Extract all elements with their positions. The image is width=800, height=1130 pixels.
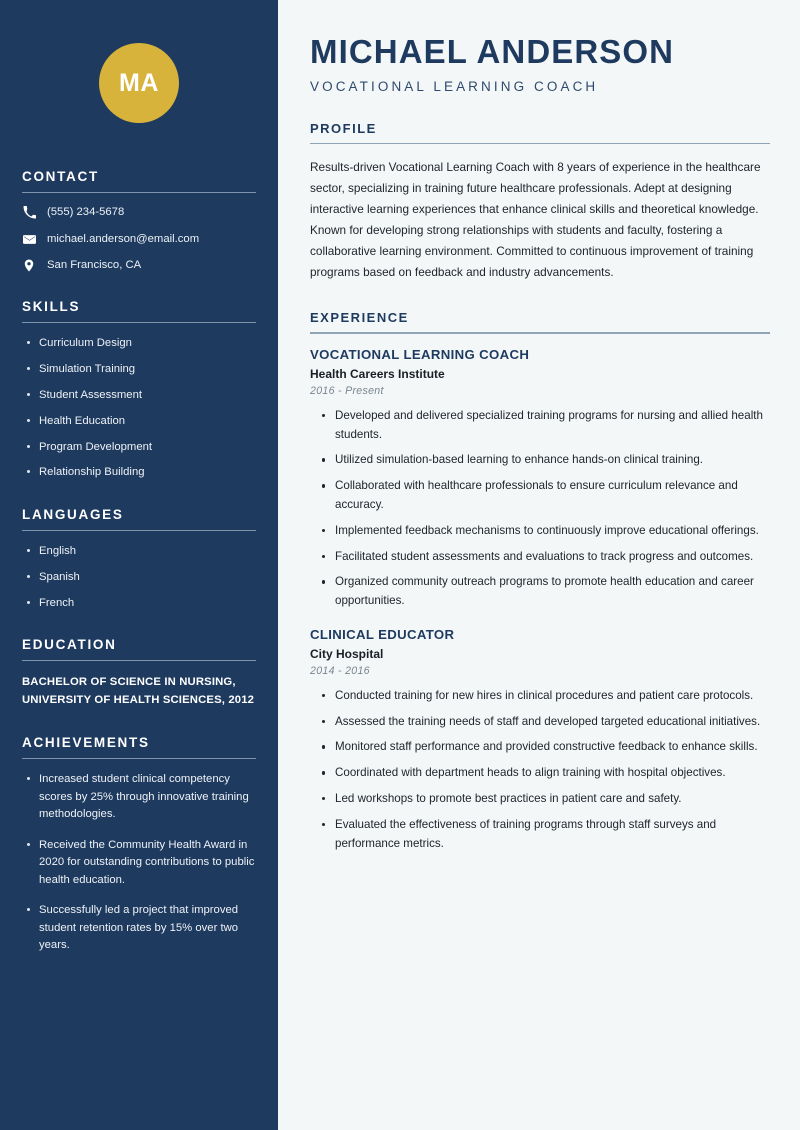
- achievements-list: [22, 771, 256, 955]
- education-entry: BACHELOR OF SCIENCE IN NURSING, UNIVERSITY OF HEALTH SCIENCES, 2012: [22, 675, 255, 706]
- list-item: English: [22, 543, 256, 559]
- list-item: Simulation Training: [22, 361, 256, 377]
- profile-text: Results-driven Vocational Learning Coach with 8 years of experience in the healthcare sector, specializing in training future healthcare professionals. Adept at designing interactive learning experiences that enhance clinical skills and theoretical knowledge. Known for developing strong relationships with students and faculty, fostering a collaborative learning environment. Committed to continuous improvement of training programs based on feedback and industry advancements.: [310, 160, 761, 280]
- location-value: San Francisco, CA: [47, 259, 142, 272]
- contact-phone-row[interactable]: [22, 205, 256, 220]
- job-title: VOCATIONAL LEARNING COACH: [310, 346, 530, 362]
- list-item: Relationship Building: [22, 464, 256, 480]
- skills-divider: [22, 322, 256, 323]
- education-heading: EDUCATION: [22, 636, 117, 652]
- job-dates: 2016 - Present: [310, 384, 384, 397]
- skills-heading: SKILLS: [22, 299, 81, 315]
- languages-divider: [22, 530, 256, 531]
- job-company: City Hospital: [310, 646, 384, 661]
- phone-icon: [22, 205, 36, 219]
- list-item: Led workshops to promote best practices in patient care and safety.: [310, 790, 770, 809]
- list-item: Increased student clinical competency scores by 25% through innovative training methodologies.: [22, 771, 256, 824]
- list-item: Coordinated with department heads to align training with hospital objectives.: [310, 764, 770, 783]
- list-item: Evaluated the effectiveness of training programs through staff surveys and performance metrics.: [310, 816, 770, 854]
- experience-heading: EXPERIENCE: [310, 310, 409, 326]
- profile-section: [310, 121, 770, 283]
- skills-list: [22, 335, 256, 481]
- contact-location-row[interactable]: [22, 258, 256, 273]
- list-item: Collaborated with healthcare professionals to ensure curriculum relevance and accuracy.: [310, 477, 770, 515]
- list-item: Spanish: [22, 569, 256, 585]
- job-bullets: [310, 407, 770, 611]
- job-dates: 2014 - 2016: [310, 664, 370, 677]
- main-content: [278, 0, 800, 1130]
- list-item: Developed and delivered specialized training programs for nursing and allied health students.: [310, 407, 770, 445]
- email-value: michael.anderson@email.com: [47, 232, 200, 245]
- map-pin-icon: [22, 259, 36, 273]
- contact-email-row[interactable]: [22, 232, 256, 247]
- list-item: Utilized simulation-based learning to enhance hands-on clinical training.: [310, 451, 770, 470]
- experience-entry: [310, 347, 770, 611]
- list-item: Curriculum Design: [22, 335, 256, 351]
- contact-heading: CONTACT: [22, 169, 99, 184]
- skills-section: [22, 299, 256, 481]
- list-item: Received the Community Health Award in 2020 for outstanding contributions to public health education.: [22, 837, 256, 890]
- experience-section: [310, 310, 770, 853]
- list-item: Program Development: [22, 439, 256, 455]
- profile-divider: [310, 143, 770, 145]
- languages-section: [22, 507, 256, 611]
- list-item: Organized community outreach programs to promote health education and career opportunities.: [310, 573, 770, 611]
- contact-section: [22, 169, 256, 273]
- languages-heading: LANGUAGES: [22, 506, 124, 522]
- profile-heading: PROFILE: [310, 120, 377, 136]
- phone-value: (555) 234-5678: [47, 206, 125, 218]
- experience-divider: [310, 332, 770, 334]
- list-item: French: [22, 595, 256, 611]
- list-item: Health Education: [22, 413, 256, 429]
- list-item: Monitored staff performance and provided constructive feedback to enhance skills.: [310, 738, 770, 757]
- list-item: Facilitated student assessments and evaluations to track progress and outcomes.: [310, 548, 770, 567]
- experience-entry: [310, 627, 770, 853]
- education-section: [22, 637, 256, 709]
- job-title: CLINICAL EDUCATOR: [310, 626, 455, 642]
- list-item: Conducted training for new hires in clinical procedures and patient care protocols.: [310, 687, 770, 706]
- avatar: MA: [99, 43, 179, 123]
- sidebar: [0, 0, 278, 1130]
- envelope-icon: [22, 232, 36, 246]
- job-company: Health Careers Institute: [310, 366, 445, 381]
- page-title: MICHAEL ANDERSON: [310, 33, 675, 70]
- achievements-heading: ACHIEVEMENTS: [22, 735, 150, 751]
- job-bullets: [310, 687, 770, 853]
- education-divider: [22, 660, 256, 661]
- avatar-container: [22, 0, 256, 169]
- languages-list: [22, 543, 256, 611]
- list-item: Assessed the training needs of staff and developed targeted educational initiatives.: [310, 713, 770, 732]
- achievements-divider: [22, 758, 256, 759]
- list-item: Student Assessment: [22, 387, 256, 403]
- contact-divider: [22, 192, 256, 193]
- professional-title: VOCATIONAL LEARNING COACH: [310, 78, 599, 94]
- achievements-section: [22, 735, 256, 955]
- list-item: Implemented feedback mechanisms to continuously improve educational offerings.: [310, 522, 770, 541]
- list-item: Successfully led a project that improved student retention rates by 15% over two years.: [22, 902, 256, 955]
